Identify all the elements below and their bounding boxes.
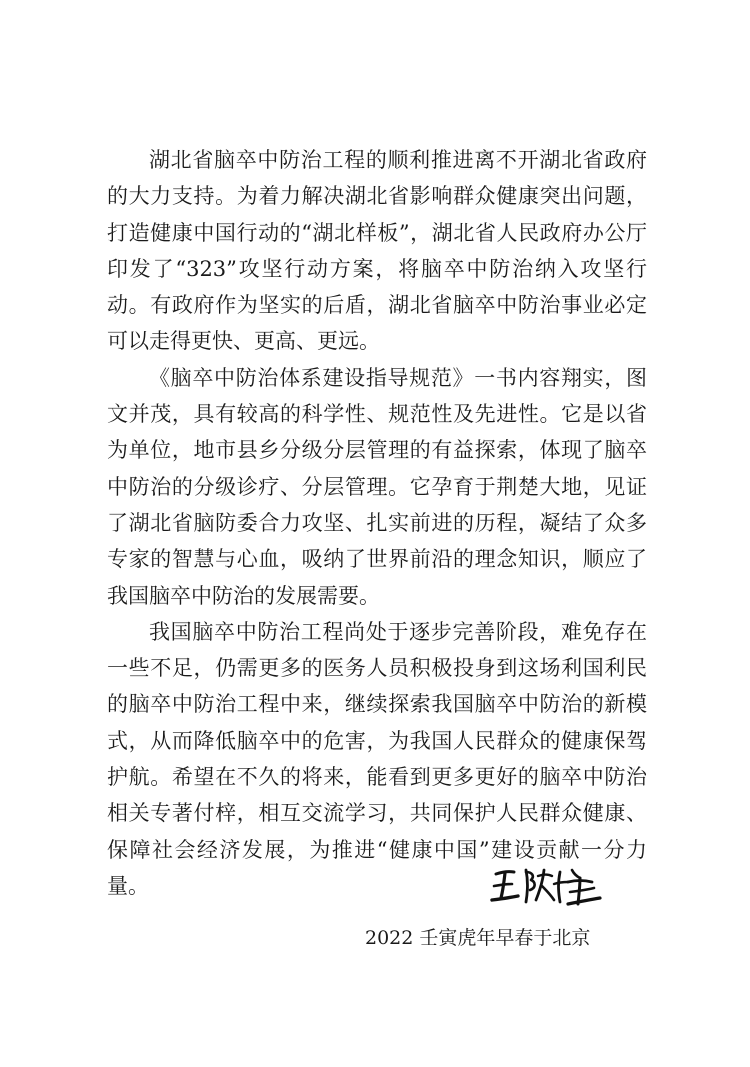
paragraph-3: 我国脑卒中防治工程尚处于逐步完善阶段，难免存在一些不足，仍需更多的医务人员积极投身到这场利国利民的脑卒中防治工程中来，继续探索我国脑卒中防治的新模式，从而降低脑卒中的危害，为我国人民群众的健康保驾护航。希望在不久的将来，能看到更多更好的脑卒中防治相关专著付梓，相互交流学习，共同保护人民群众健康、保障社会经济发展，为推进“健康中国”建设贡献一分力量。 bbox=[107, 619, 647, 898]
handwritten-signature bbox=[488, 860, 608, 912]
paragraph-1: 湖北省脑卒中防治工程的顺利推进离不开湖北省政府的大力支持。为着力解决湖北省影响群众健康突出问题，打造健康中国行动的“湖北样板”，湖北省人民政府办公厅印发了“323”攻坚行动方案，将脑卒中防治纳入攻坚行动。有政府作为坚实的后盾，湖北省脑卒中防治事业必定可以走得更快、更高、更远。 bbox=[107, 148, 647, 354]
body-text bbox=[107, 142, 647, 904]
paragraph-2: 《脑卒中防治体系建设指导规范》一书内容翔实，图文并茂，具有较高的科学性、规范性及先进性。它是以省为单位，地市县乡分级分层管理的有益探索，体现了脑卒中防治的分级诊疗、分层管理。它孕育于荆楚大地，见证了湖北省脑防委合力攻坚、扎实前进的历程，凝结了众多专家的智慧与心血，吸纳了世界前沿的理念知识，顺应了我国脑卒中防治的发展需要。 bbox=[107, 365, 647, 608]
signature-date-location: 2022 壬寅虎年早春于北京 bbox=[365, 927, 591, 949]
